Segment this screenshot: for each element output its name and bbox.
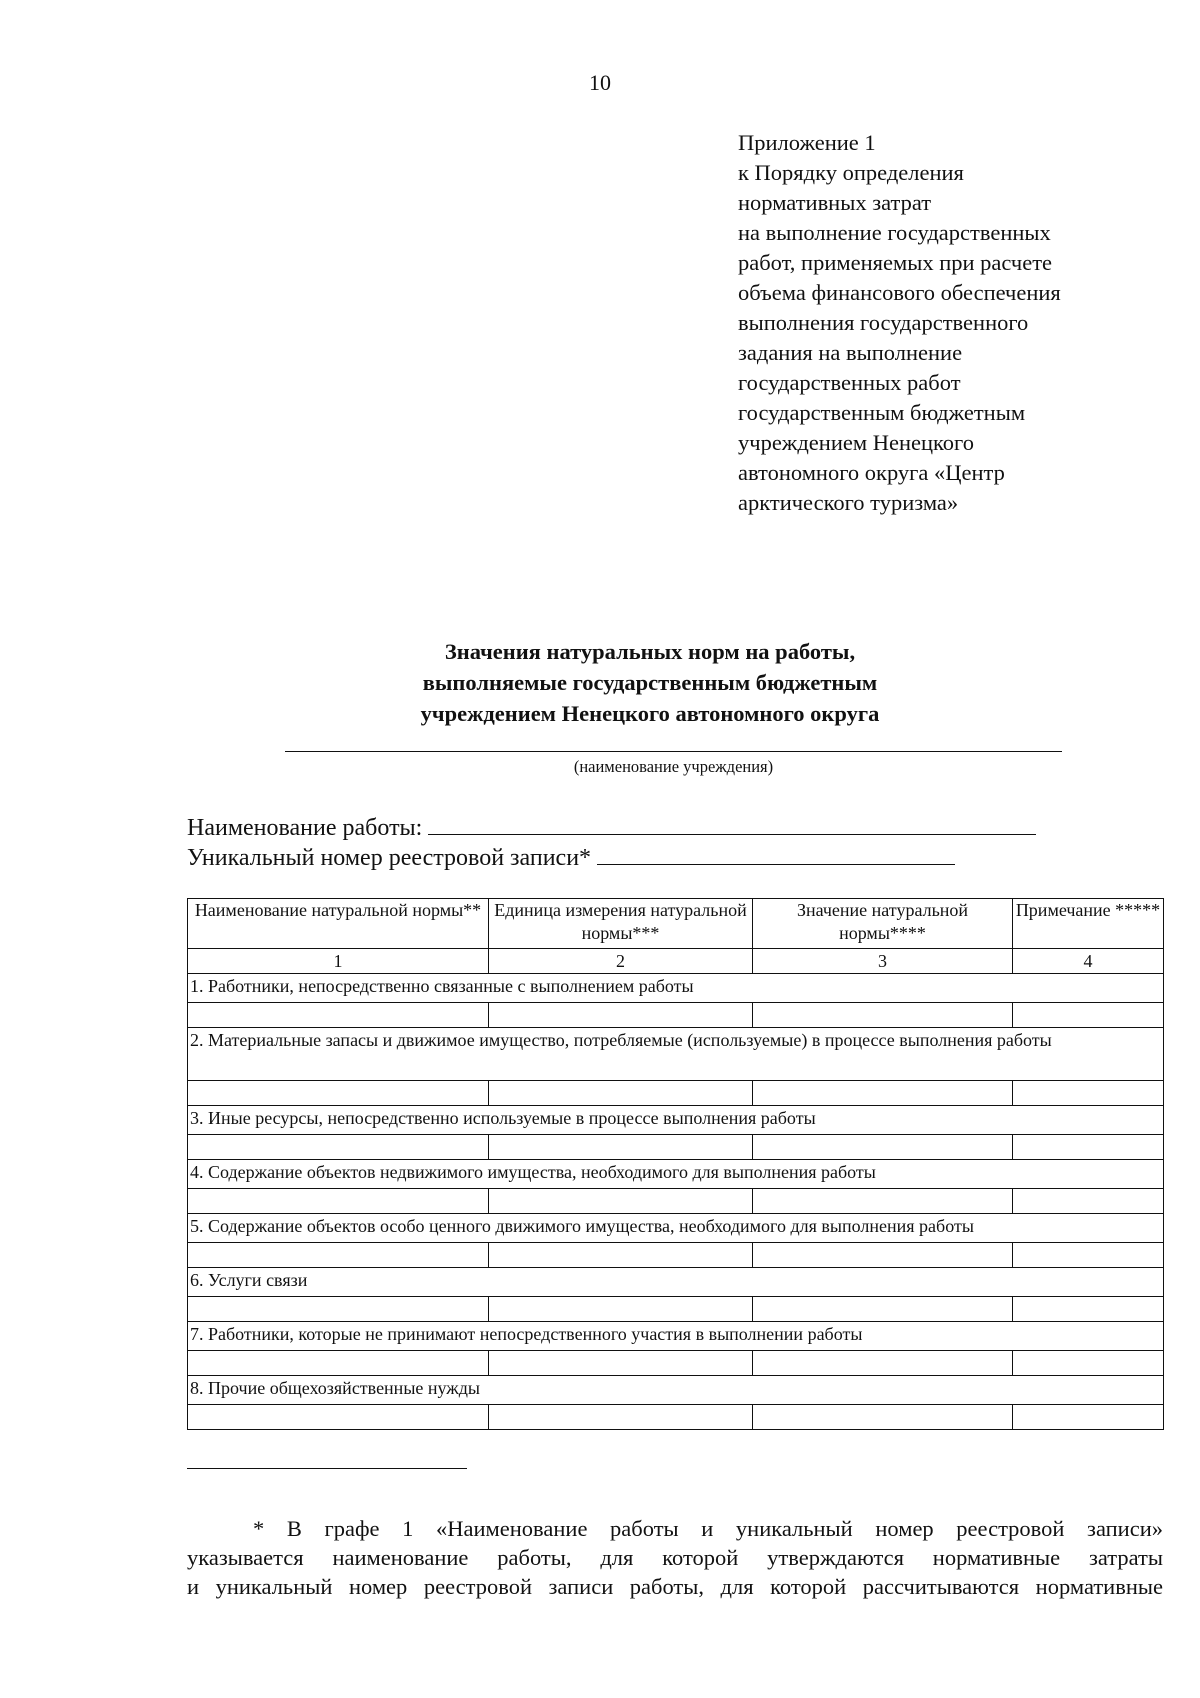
appendix-line: к Порядку определения xyxy=(738,160,964,185)
table-cell xyxy=(1013,1135,1164,1160)
appendix-line: арктического туризма» xyxy=(738,490,959,515)
registry-number-field xyxy=(187,842,955,872)
table-cell xyxy=(188,1243,489,1268)
table-cell xyxy=(753,1351,1013,1376)
table-header-row xyxy=(188,899,1164,949)
table-cell xyxy=(188,1351,489,1376)
column-number: 3 xyxy=(753,949,1013,974)
footnote-line: * В графе 1 «Наименование работы и уникальный номер реестровой записи» xyxy=(253,1516,1163,1541)
section-row xyxy=(188,974,1164,1003)
footnote-line: указывается наименование работы, для которой утверждаются нормативные затраты xyxy=(187,1545,1163,1570)
table-row xyxy=(188,1081,1164,1106)
section-title: 7. Работники, которые не принимают непосредственного участия в выполнении работы xyxy=(188,1322,1164,1351)
header-note: Примечание ***** xyxy=(1013,899,1164,949)
table-row xyxy=(188,1135,1164,1160)
table-cell xyxy=(489,1405,753,1430)
section-row xyxy=(188,1214,1164,1243)
table-cell xyxy=(489,1189,753,1214)
title-line: учреждением Ненецкого автономного округа xyxy=(420,701,880,726)
column-number: 4 xyxy=(1013,949,1164,974)
table-row xyxy=(188,1003,1164,1028)
table-cell xyxy=(188,1405,489,1430)
table-cell xyxy=(753,1243,1013,1268)
appendix-line: работ, применяемых при расчете xyxy=(738,250,1053,275)
title-line: выполняемые государственным бюджетным xyxy=(422,670,878,695)
table-cell xyxy=(188,1003,489,1028)
document-title xyxy=(300,636,1000,729)
appendix-line: объема финансового обеспечения xyxy=(738,280,1061,305)
appendix-line: нормативных затрат xyxy=(738,190,932,215)
table-cell xyxy=(753,1081,1013,1106)
section-row xyxy=(188,1376,1164,1405)
section-title: 3. Иные ресурсы, непосредственно используемые в процессе выполнения работы xyxy=(188,1106,1164,1135)
section-title: 1. Работники, непосредственно связанные с выполнением работы xyxy=(188,974,1164,1003)
column-number-row xyxy=(188,949,1164,974)
appendix-line: на выполнение государственных xyxy=(738,220,1051,245)
table-cell xyxy=(489,1081,753,1106)
table-row xyxy=(188,1405,1164,1430)
appendix-line: государственным бюджетным xyxy=(738,400,1026,425)
section-title: 4. Содержание объектов недвижимого имущества, необходимого для выполнения работы xyxy=(188,1160,1164,1189)
table-row xyxy=(188,1189,1164,1214)
table-cell xyxy=(489,1135,753,1160)
table-cell xyxy=(753,1405,1013,1430)
table-cell xyxy=(1013,1297,1164,1322)
section-title: 8. Прочие общехозяйственные нужды xyxy=(188,1376,1164,1405)
section-row xyxy=(188,1160,1164,1189)
table-cell xyxy=(489,1351,753,1376)
table-row xyxy=(188,1351,1164,1376)
work-name-field xyxy=(187,812,1036,842)
appendix-line: учреждением Ненецкого xyxy=(738,430,974,455)
table-cell xyxy=(188,1081,489,1106)
appendix-line: выполнения государственного xyxy=(738,310,1029,335)
appendix-line: Приложение 1 xyxy=(738,130,876,155)
norms-table xyxy=(187,898,1164,1430)
table-cell xyxy=(489,1297,753,1322)
table-cell xyxy=(188,1297,489,1322)
footnote-separator xyxy=(187,1468,467,1469)
section-row xyxy=(188,1322,1164,1351)
section-title: 2. Материальные запасы и движимое имущество, потребляемые (используемые) в процессе выполнения работы xyxy=(188,1028,1164,1081)
institution-caption: (наименование учреждения) xyxy=(573,757,774,776)
table-cell xyxy=(753,1297,1013,1322)
table-cell xyxy=(753,1135,1013,1160)
table-cell xyxy=(489,1003,753,1028)
footnote-line: и уникальный номер реестровой записи работы, для которой рассчитываются нормативные xyxy=(187,1574,1163,1599)
registry-number-label: Уникальный номер реестровой записи* xyxy=(187,845,592,871)
table-cell xyxy=(1013,1243,1164,1268)
table-cell xyxy=(1013,1351,1164,1376)
table-cell xyxy=(1013,1081,1164,1106)
header-value: Значение натуральной нормы**** xyxy=(753,899,1013,949)
table-cell xyxy=(1013,1189,1164,1214)
section-row xyxy=(188,1028,1164,1081)
table-cell xyxy=(753,1189,1013,1214)
work-name-blank xyxy=(428,812,1036,835)
page-number: 10 xyxy=(589,70,611,95)
registry-number-blank xyxy=(597,842,955,865)
appendix-line: автономного округа «Центр xyxy=(738,460,1005,485)
section-row xyxy=(188,1268,1164,1297)
work-name-label: Наименование работы: xyxy=(187,815,423,841)
table-cell xyxy=(489,1243,753,1268)
table-cell xyxy=(1013,1003,1164,1028)
section-title: 6. Услуги связи xyxy=(188,1268,1164,1297)
section-row xyxy=(188,1106,1164,1135)
appendix-block xyxy=(738,128,1158,518)
table-row xyxy=(188,1297,1164,1322)
title-line: Значения натуральных норм на работы, xyxy=(444,639,856,664)
appendix-line: задания на выполнение xyxy=(738,340,963,365)
footnote xyxy=(187,1514,1163,1601)
section-title: 5. Содержание объектов особо ценного движимого имущества, необходимого для выполнения работы xyxy=(188,1214,1164,1243)
header-norm-name: Наименование натуральной нормы** xyxy=(188,899,489,949)
table-cell xyxy=(188,1135,489,1160)
table-cell xyxy=(753,1003,1013,1028)
table-cell xyxy=(188,1189,489,1214)
table-row xyxy=(188,1243,1164,1268)
column-number: 1 xyxy=(188,949,489,974)
appendix-line: государственных работ xyxy=(738,370,961,395)
column-number: 2 xyxy=(489,949,753,974)
header-unit: Единица измерения натуральной нормы*** xyxy=(489,899,753,949)
institution-name-line xyxy=(285,751,1062,752)
table-cell xyxy=(1013,1405,1164,1430)
